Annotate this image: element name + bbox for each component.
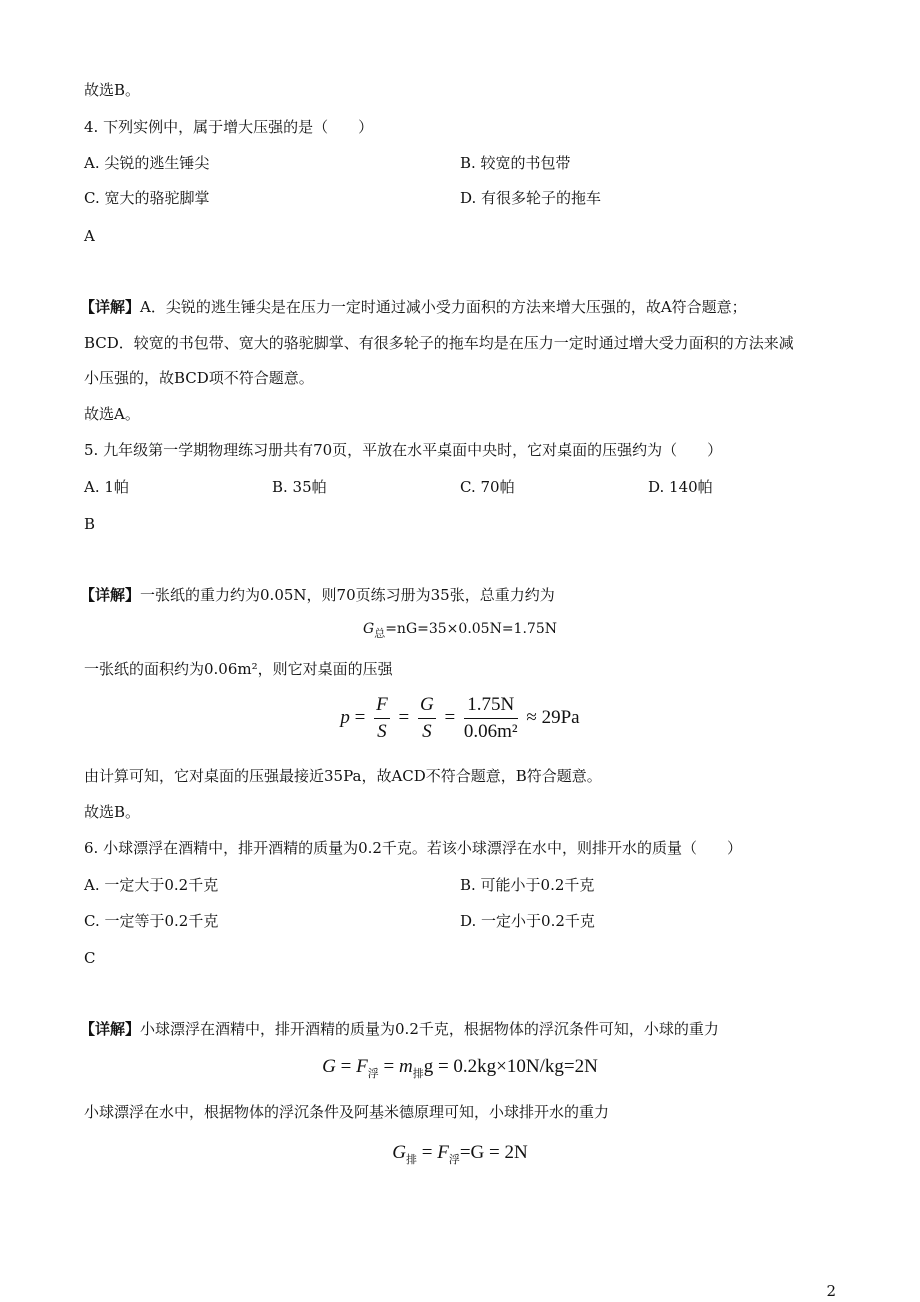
q6-option-b: B. 可能小于0.2千克: [460, 876, 595, 894]
q6-eq1-m: m: [398, 1056, 413, 1077]
q5-detail-tag: 【详解】: [80, 586, 141, 604]
q4-option-c: C. 宽大的骆驼脚掌: [84, 189, 210, 207]
q4-detail-tag: 【详解】: [80, 298, 141, 316]
page-number: 2: [826, 1282, 836, 1300]
q5-eq1-sub: 总: [374, 626, 386, 640]
q4-conclusion: 故选A。: [84, 405, 140, 423]
q5-eq2-frac-gs: [418, 694, 436, 743]
q6-stem: 6. 小球漂浮在酒精中，排开酒精的质量为0.2千克。若该小球漂浮在水中，则排开水的质量（ ）: [84, 839, 742, 857]
q4-detail-line-1: [80, 297, 747, 317]
q4-detail-line-2: BCD．较宽的书包带、宽大的骆驼脚掌、有很多轮子的拖车均是在压力一定时通过增大受力面积的方法来减: [84, 334, 794, 352]
q6-eq2-g: G: [392, 1142, 407, 1163]
q5-equation-1: [0, 621, 920, 641]
q5-eq2-numerator: 1.75N: [464, 694, 518, 719]
q6-answer: C: [84, 949, 96, 967]
q5-detail-text-1: 一张纸的重力约为0.05N，则70页练习册为35张，总重力约为: [140, 586, 555, 604]
q5-option-b: B. 35帕: [272, 478, 327, 496]
q4-detail-text-1: A．尖锐的逃生锤尖是在压力一定时通过减小受力面积的方法来增大压强的，故A符合题意；: [140, 298, 747, 316]
q6-option-c: C. 一定等于0.2千克: [84, 912, 219, 930]
q5-conclusion: 故选B。: [84, 803, 141, 821]
q6-line-2: 小球漂浮在水中，根据物体的浮沉条件及阿基米德原理可知，小球排开水的重力: [84, 1103, 610, 1121]
q6-eq2-sub-disp: 排: [406, 1153, 418, 1166]
q6-detail-line-1: [80, 1019, 719, 1039]
q5-answer: B: [84, 515, 96, 533]
q5-eq1-g: G: [363, 621, 375, 637]
q5-eq2-frac-fs: [374, 694, 390, 743]
q5-eq1-rest: =nG=35×0.05N=1.75N: [385, 621, 557, 637]
q6-eq1-sub-disp: 排: [412, 1067, 424, 1080]
q5-eq2-s-2: S: [422, 721, 432, 742]
q6-eq2-sub-float: 浮: [448, 1153, 460, 1166]
q5-eq2-g: G: [418, 694, 436, 719]
q5-eq2-s-1: S: [377, 721, 387, 742]
q5-eq2-p: p: [340, 706, 350, 728]
q4-answer: A: [84, 227, 95, 245]
q5-equation-2: [0, 694, 920, 743]
q5-eq2-eq-2: =: [398, 706, 410, 728]
q5-line-3: 由计算可知，它对桌面的压强最接近35Pa，故ACD不符合题意，B符合题意。: [84, 767, 602, 785]
q4-stem: 4. 下列实例中，属于增大压强的是（ ）: [84, 118, 374, 136]
q6-eq1-g: G: [322, 1056, 336, 1077]
q5-option-a: A. 1帕: [84, 478, 129, 496]
q5-eq2-result: ≈ 29Pa: [526, 706, 580, 728]
q6-eq1-f: F: [356, 1056, 368, 1077]
q5-eq2-f: F: [374, 694, 390, 719]
q6-detail-text-1: 小球漂浮在酒精中，排开酒精的质量为0.2千克，根据物体的浮沉条件可知，小球的重力: [140, 1020, 719, 1038]
q6-eq2-rest: =G = 2N: [459, 1142, 528, 1163]
q6-eq1-rest: g = 0.2kg×10N/kg=2N: [423, 1056, 598, 1077]
q5-eq2-frac-values: [464, 694, 518, 743]
q5-detail-line-1: [80, 585, 555, 605]
q4-detail-line-3: 小压强的，故BCD项不符合题意。: [84, 369, 314, 387]
q6-eq2-f: F: [437, 1142, 449, 1163]
q5-stem: 5. 九年级第一学期物理练习册共有70页，平放在水平桌面中央时，它对桌面的压强约为（ ）: [84, 441, 723, 459]
q5-eq2-eq-1: =: [354, 706, 366, 728]
q6-option-a: A. 一定大于0.2千克: [84, 876, 219, 894]
q6-eq1-sub-float: 浮: [367, 1067, 379, 1080]
q5-eq2-eq-3: =: [444, 706, 456, 728]
q6-detail-tag: 【详解】: [80, 1020, 141, 1038]
q5-option-c: C. 70帕: [460, 478, 515, 496]
q5-line-2: 一张纸的面积约为0.06m²，则它对桌面的压强: [84, 660, 393, 678]
q4-option-a: A. 尖锐的逃生锤尖: [84, 154, 210, 172]
q4-option-b: B. 较宽的书包带: [460, 154, 571, 172]
q5-option-d: D. 140帕: [648, 478, 713, 496]
q4-option-d: D. 有很多轮子的拖车: [460, 189, 602, 207]
q6-equation-1: $G = F_浮 = m_排g = 0.2kg\times 10N/kg=2N$: [322, 1056, 598, 1080]
q5-eq2-denominator: 0.06m²: [463, 721, 518, 742]
q6-equation-2: $G_排 = F_浮=G = 2N$: [392, 1142, 528, 1166]
q3-conclusion: 故选B。: [84, 81, 141, 99]
q6-option-d: D. 一定小于0.2千克: [460, 912, 595, 930]
